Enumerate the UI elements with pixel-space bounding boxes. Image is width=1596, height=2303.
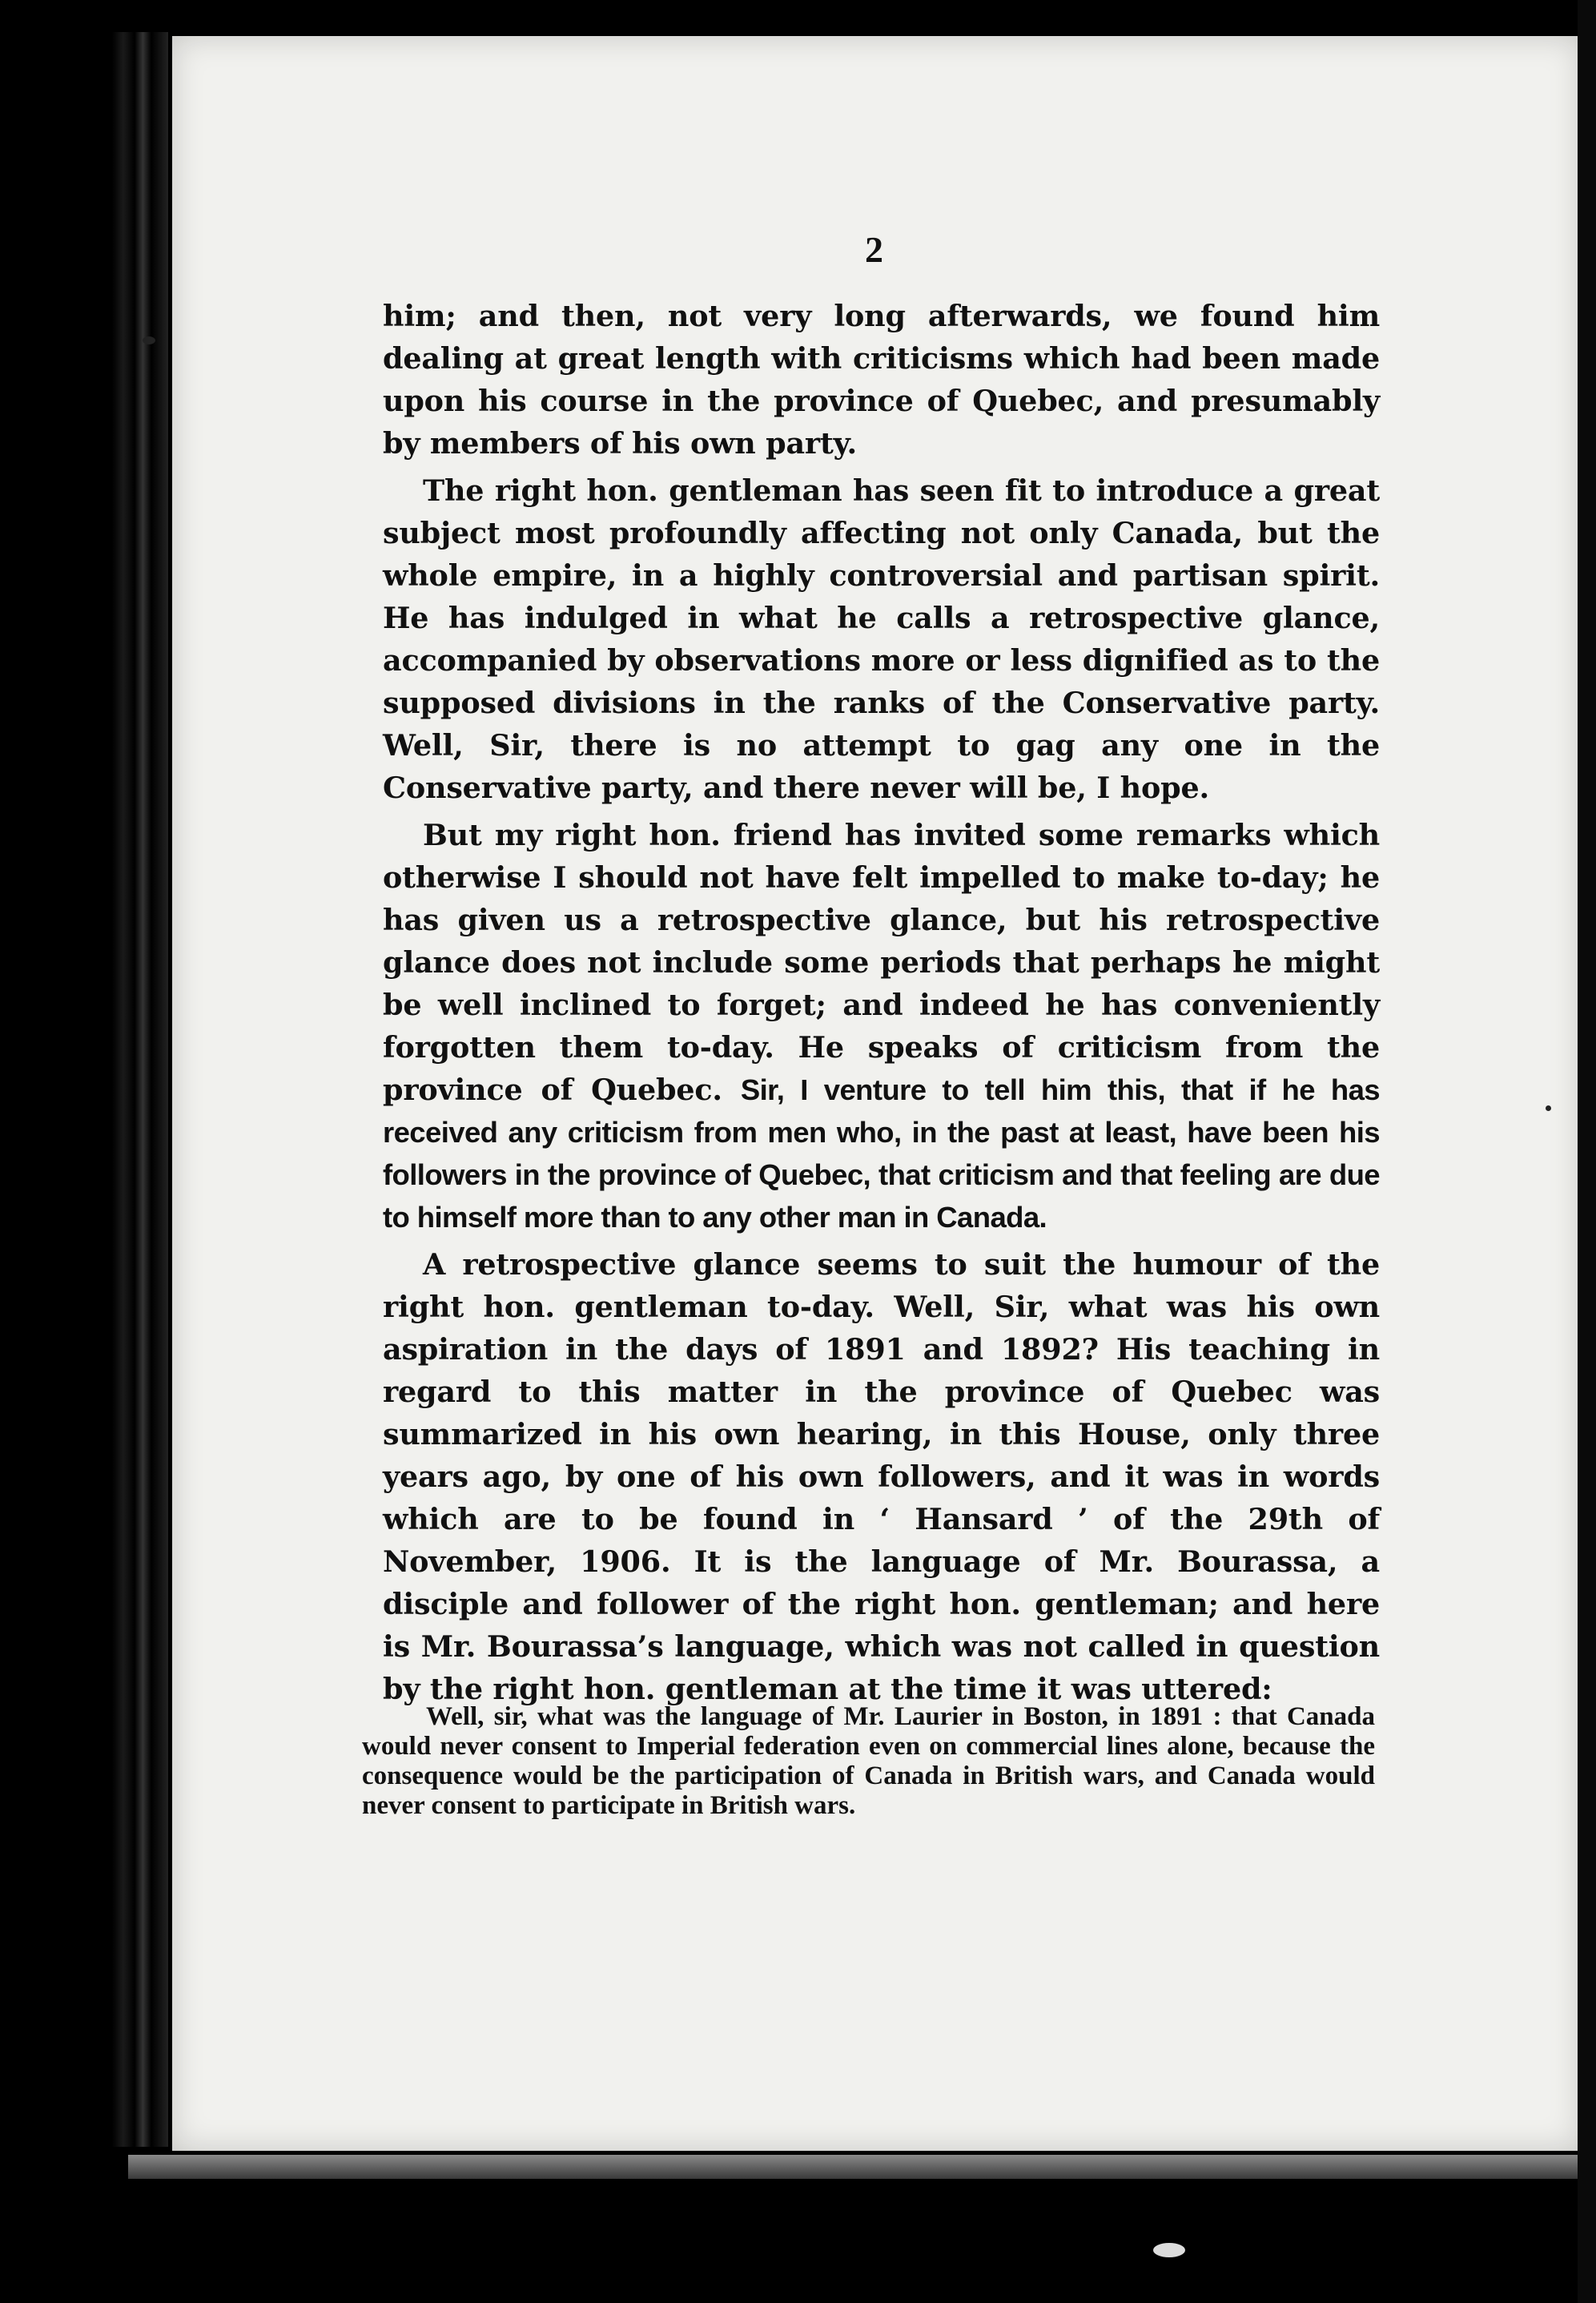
page-number: 2 bbox=[865, 229, 883, 270]
emphasis-text: Sir, I venture to tell him this, that if he has received any criticism from men who, in the past at least, have been his followers in the province of Quebec, that criticism and that feeling are due to himself more than to any other man in Canada. bbox=[383, 1073, 1381, 1234]
paragraph bbox=[383, 814, 1380, 1238]
paragraph-text: But my right hon. friend has invited some remarks which otherwise I should not have felt impelled to make to-day; he has given us a retrospective glance, but his retrospective glance does not include some periods that perhaps he might be well inclined to forget; and indeed he has conveniently forgotten them to-day. He speaks of criticism from the province of Quebec. bbox=[383, 818, 1380, 1107]
paragraph: The right hon. gentleman has seen fit to introduce a great subject most profoundly affecting not only Canada, but the whole empire, in a highly controversial and partisan spirit. He has indulged in what he calls a retrospective glance, accompanied by observations more or less dignified as to the supposed divisions in the ranks of the Conservative party. Well, Sir, there is no attempt to gag any one in the Conservative party, and there never will be, I hope. bbox=[383, 473, 1380, 805]
body-text bbox=[383, 295, 1380, 1715]
scan-speck bbox=[1546, 1105, 1551, 1111]
scan-speck bbox=[1153, 2243, 1185, 2257]
next-page-edge bbox=[1578, 0, 1596, 2303]
scan-speck bbox=[143, 336, 155, 344]
page-binding-edge bbox=[112, 32, 168, 2147]
paragraph: A retrospective glance seems to suit the humour of the right hon. gentleman to-day. Well, Sir, what was his own aspiration in the days of 1891 and 1892? His teaching in regard to this matter in the province of Quebec was summarized in his own hearing, in this House, only three years ago, by one of his own followers, and it was in words which are to be found in ‘ Hansard ’ of the 29th of November, 1906. It is the language of Mr. Bourassa, a disciple and follower of the right hon. gentleman; and here is Mr. Bourassa’s language, which was not called in question by the right hon. gentleman at the time it was uttered: bbox=[383, 1247, 1380, 1706]
page-bottom-edge bbox=[128, 2155, 1578, 2179]
paragraph: him; and then, not very long afterwards, we found him dealing at great length with criticisms which had been made upon his course in the province of Quebec, and presumably by members of his own party. bbox=[383, 299, 1380, 461]
block-quote: Well, sir, what was the language of Mr. Laurier in Boston, in 1891 : that Canada would never consent to Imperial federation even on commercial lines alone, because the consequence would be the participation of Canada in British wars, and Canada would never consent to participate in British wars. bbox=[362, 1702, 1375, 1820]
